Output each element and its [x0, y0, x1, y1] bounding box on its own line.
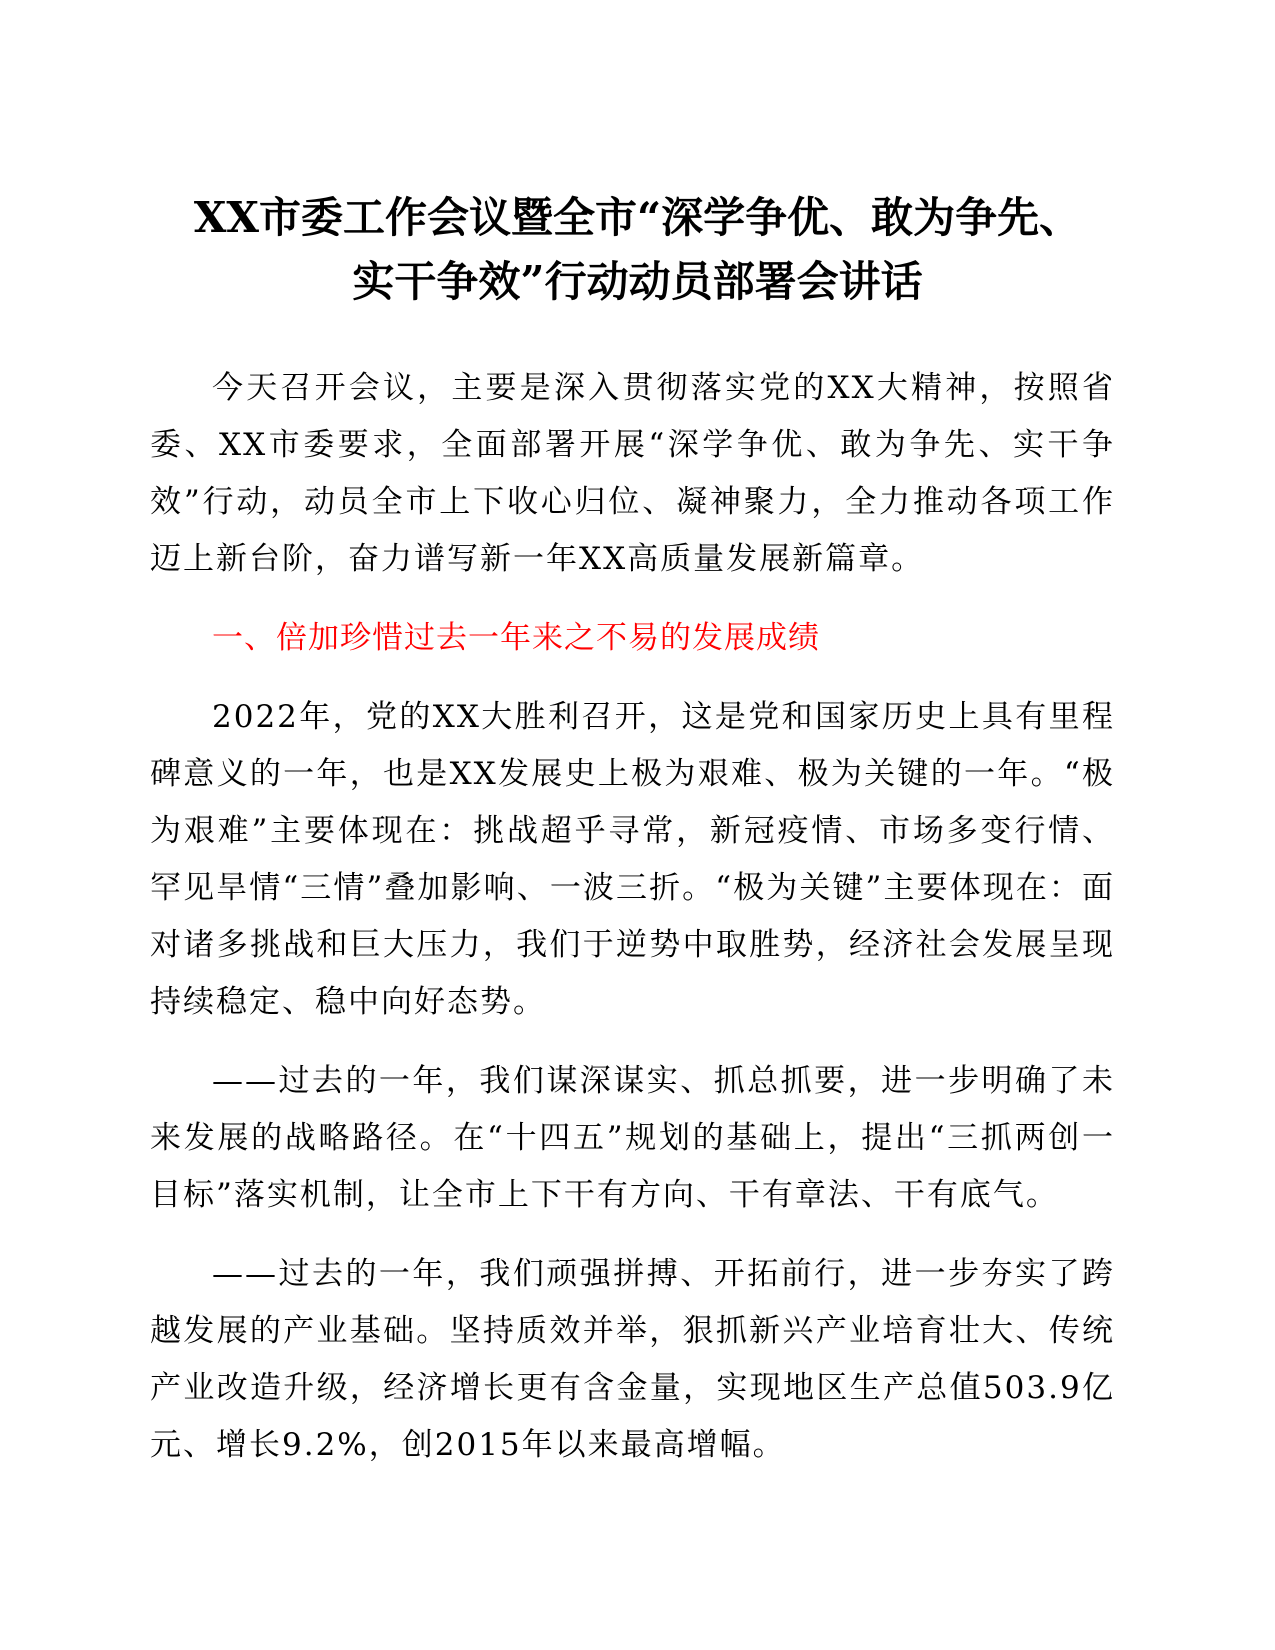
title-line-1: XX市委工作会议暨全市“深学争优、敢为争先、	[193, 193, 1082, 242]
paragraph-industry: ——过去的一年，我们顽强拼搏、开拓前行，进一步夯实了跨越发展的产业基础。坚持质效并举，狠抓新兴产业培育壮大、传统产业改造升级，经济增长更有含金量，实现地区生产总值503.9亿元、增长9.2%，创2015年以来最高增幅。	[150, 1256, 1115, 1463]
paragraph-intro: 今天召开会议，主要是深入贯彻落实党的XX大精神，按照省委、XX市委要求，全面部署开展“深学争优、敢为争先、实干争效”行动，动员全市上下收心归位、凝神聚力，全力推动各项工作迈上新台阶，奋力谱写新一年XX高质量发展新篇章。	[150, 370, 1115, 577]
title-line-2: 实干争效”行动动员部署会讲话	[352, 257, 923, 306]
section-heading-1: 一、倍加珍惜过去一年来之不易的发展成绩	[212, 620, 820, 656]
document-title	[120, 186, 1155, 314]
paragraph-2022-overview: 2022年，党的XX大胜利召开，这是党和国家历史上具有里程碑意义的一年，也是XX发展史上极为艰难、极为关键的一年。“极为艰难”主要体现在：挑战超乎寻常，新冠疫情、市场多变行情、罕见旱情“三情”叠加影响、一波三折。“极为关键”主要体现在：面对诸多挑战和巨大压力，我们于逆势中取胜势，经济社会发展呈现持续稳定、稳中向好态势。	[150, 699, 1115, 1020]
document-body	[150, 360, 1115, 1496]
paragraph-strategy: ——过去的一年，我们谋深谋实、抓总抓要，进一步明确了未来发展的战略路径。在“十四五”规划的基础上，提出“三抓两创一目标”落实机制，让全市上下干有方向、干有章法、干有底气。	[150, 1063, 1115, 1213]
